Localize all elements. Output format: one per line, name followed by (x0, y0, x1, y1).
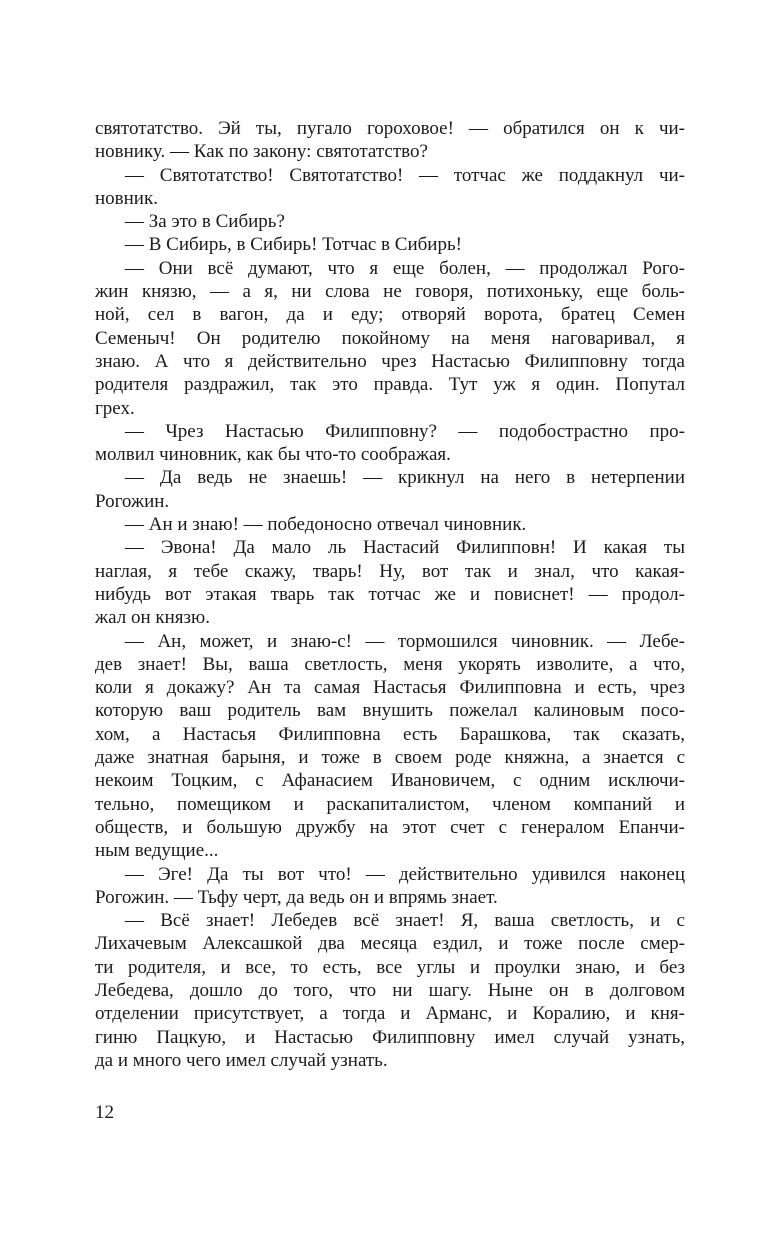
text-line: родителя раздражил, так это правда. Тут уж я один. Попутал (95, 374, 685, 396)
page-text (95, 117, 685, 1072)
text-line: — За это в Сибирь? (125, 211, 285, 233)
text-line: да и много чего имел случай узнать. (95, 1049, 388, 1071)
text-line: гиню Пацкую, и Настасью Филипповну имел случай узнать, (95, 1026, 685, 1048)
text-line: тельно, помещиком и раскапиталистом, членом компаний и (95, 793, 685, 815)
text-line: — Да ведь не знаешь! — крикнул на него в нетерпении (125, 467, 685, 489)
text-line: коли я докажу? Ан та самая Настасья Филипповна и есть, чрез (95, 677, 685, 699)
text-line: Лебедева, дошло до того, что ни шагу. Ныне он в долговом (95, 979, 685, 1001)
text-line: — Чрез Настасью Филипповну? — подобострастно про- (125, 420, 685, 442)
text-line: отделении присутствует, а тогда и Арманс, и Коралию, и кня- (95, 1003, 685, 1025)
text-line: — Ан, может, и знаю-с! — тормошился чиновник. — Лебе- (125, 630, 685, 652)
text-line: жин князю, — а я, ни слова не говоря, потихоньку, еще боль- (95, 281, 685, 303)
text-line: ной, сел в вагон, да и еду; отворяй ворота, братец Семен (95, 304, 685, 326)
text-line: — Всё знает! Лебедев всё знает! Я, ваша светлость, и с (125, 910, 685, 932)
text-line: — В Сибирь, в Сибирь! Тотчас в Сибирь! (125, 234, 462, 256)
text-line: хом, а Настасья Филипповна есть Барашкова, так сказать, (95, 723, 685, 745)
text-line: знаю. А что я действительно чрез Настасью Филипповну тогда (95, 350, 685, 372)
text-line: Рогожин. (95, 490, 170, 512)
text-line: — Они всё думают, что я еще болен, — продолжал Рого- (125, 257, 685, 279)
text-line: нибудь вот этакая тварь так тотчас же и повиснет! — продол- (95, 583, 685, 605)
text-line: молвил чиновник, как бы что-то соображая. (95, 444, 451, 466)
text-line: Лихачевым Алексашкой два месяца ездил, и тоже после смер- (95, 933, 685, 955)
text-line: которую ваш родитель вам внушить пожелал калиновым посо- (95, 700, 685, 722)
text-line: ти родителя, и все, то есть, все углы и проулки знаю, и без (95, 956, 685, 978)
page-number: 12 (95, 1102, 114, 1123)
text-line: даже знатная барыня, и тоже в своем роде княжна, а знается с (95, 747, 685, 769)
text-line: новнику. — Как по закону: святотатство? (95, 141, 428, 163)
text-line: — Эвона! Да мало ль Настасий Филипповн! И какая ты (125, 537, 685, 559)
text-line: — Эге! Да ты вот что! — действительно удивился наконец (125, 863, 685, 885)
text-line: ным ведущие... (95, 840, 219, 862)
text-line: — Святотатство! Святотатство! — тотчас же поддакнул чи- (125, 164, 685, 186)
text-line: — Ан и знаю! — победоносно отвечал чиновник. (125, 514, 527, 536)
text-line: святотатство. Эй ты, пугало гороховое! — обратился он к чи- (95, 118, 685, 139)
text-line: Рогожин. — Тьфу черт, да ведь он и впрямь знает. (95, 886, 498, 908)
text-line: грех. (95, 397, 135, 419)
text-line: наглая, я тебе скажу, тварь! Ну, вот так и знал, что какая- (95, 560, 685, 582)
text-line: некоим Тоцким, с Афанасием Ивановичем, с одним исключи- (95, 770, 685, 792)
text-line: жал он князю. (95, 607, 210, 629)
text-line: новник. (95, 187, 158, 209)
text-line: обществ, и большую дружбу на этот счет с генералом Епанчи- (95, 816, 685, 838)
text-line: дев знает! Вы, ваша светлость, меня укорять изволите, а что, (95, 653, 685, 675)
text-line: Семеныч! Он родителю покойному на меня наговаривал, я (95, 327, 685, 349)
